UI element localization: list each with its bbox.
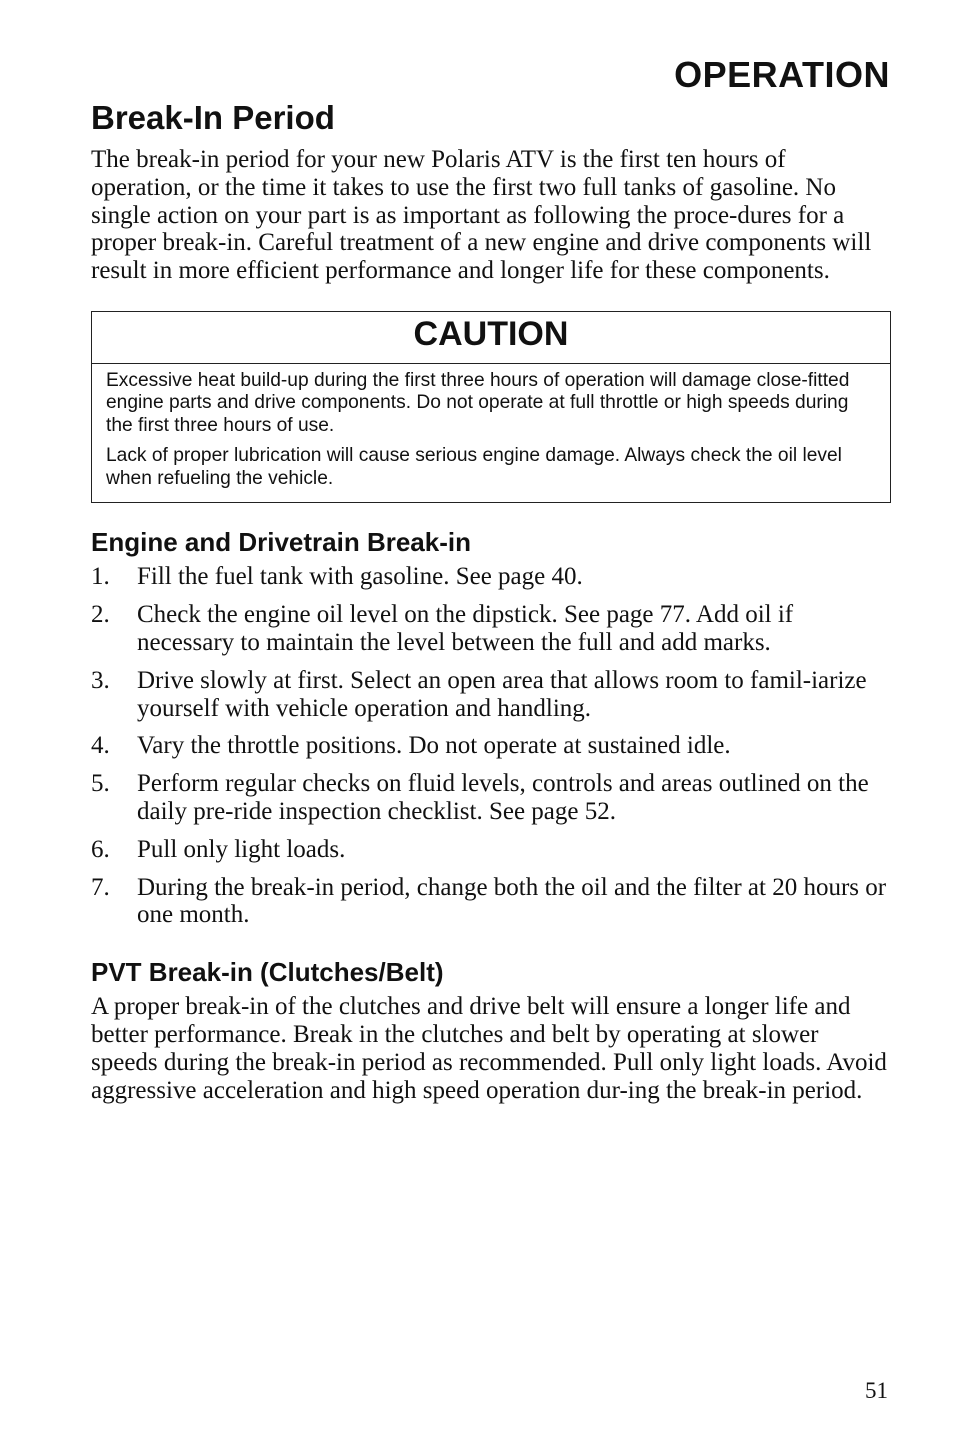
page-content xyxy=(91,98,891,1104)
step-number: 1. xyxy=(91,563,110,591)
caution-paragraph: Excessive heat build-up during the first three hours of operation will damage close-fitted engine parts and drive components. Do not operate at full throttle or high speeds during the first three hours of use. xyxy=(106,369,850,436)
step-number: 7. xyxy=(91,873,110,901)
section-title: OPERATION xyxy=(674,54,890,95)
step-text: Perform regular checks on fluid levels, controls and areas outlined on the daily pre-ride inspection checklist. See page 52. xyxy=(137,770,869,826)
list-item xyxy=(91,836,891,864)
step-number: 5. xyxy=(91,770,110,798)
page-number: 51 xyxy=(865,1378,888,1403)
caution-title: CAUTION xyxy=(92,312,890,364)
caution-paragraph: Lack of proper lubrication will cause serious engine damage. Always check the oil level when refueling the vehicle. xyxy=(106,445,842,489)
caution-body xyxy=(92,364,890,503)
step-text: Fill the fuel tank with gasoline. See page 40. xyxy=(137,563,583,591)
caution-box xyxy=(91,311,891,504)
step-number: 2. xyxy=(91,601,110,629)
list-item xyxy=(91,874,891,930)
step-text: Drive slowly at first. Select an open area that allows room to famil-iarize yourself with vehicle operation and handling. xyxy=(137,666,867,722)
pvt-paragraph: A proper break-in of the clutches and drive belt will ensure a longer life and better performance. Break in the clutches and belt by operating at slower speeds during the break-in period as recommended. Pull only light loads. Avoid aggressive acceleration and high speed operation dur-ing the break-in period. xyxy=(91,993,887,1104)
step-number: 6. xyxy=(91,835,110,863)
step-number: 4. xyxy=(91,732,110,760)
step-text: Vary the throttle positions. Do not operate at sustained idle. xyxy=(137,732,731,760)
list-item xyxy=(91,770,891,826)
page-title: Break-In Period xyxy=(91,99,335,136)
engine-breakin-steps xyxy=(91,563,891,929)
step-text: Check the engine oil level on the dipstick. See page 77. Add oil if necessary to maintain the level between the full and add marks. xyxy=(137,601,794,657)
step-text: During the break-in period, change both the oil and the filter at 20 hours or one month. xyxy=(137,873,887,929)
list-item xyxy=(91,667,891,723)
intro-paragraph: The break-in period for your new Polaris ATV is the first ten hours of operation, or the time it takes to use the first two full tanks of gasoline. No single action on your part is as important as following the proce-dures for a proper break-in. Careful treatment of a new engine and drive components will result in more efficient performance and longer life for these components. xyxy=(91,146,872,285)
pvt-breakin-heading: PVT Break-in (Clutches/Belt) xyxy=(91,957,444,988)
list-item xyxy=(91,732,891,760)
step-number: 3. xyxy=(91,666,110,694)
engine-breakin-heading: Engine and Drivetrain Break-in xyxy=(91,527,471,558)
list-item xyxy=(91,601,891,657)
list-item xyxy=(91,563,891,591)
step-text: Pull only light loads. xyxy=(137,835,346,863)
